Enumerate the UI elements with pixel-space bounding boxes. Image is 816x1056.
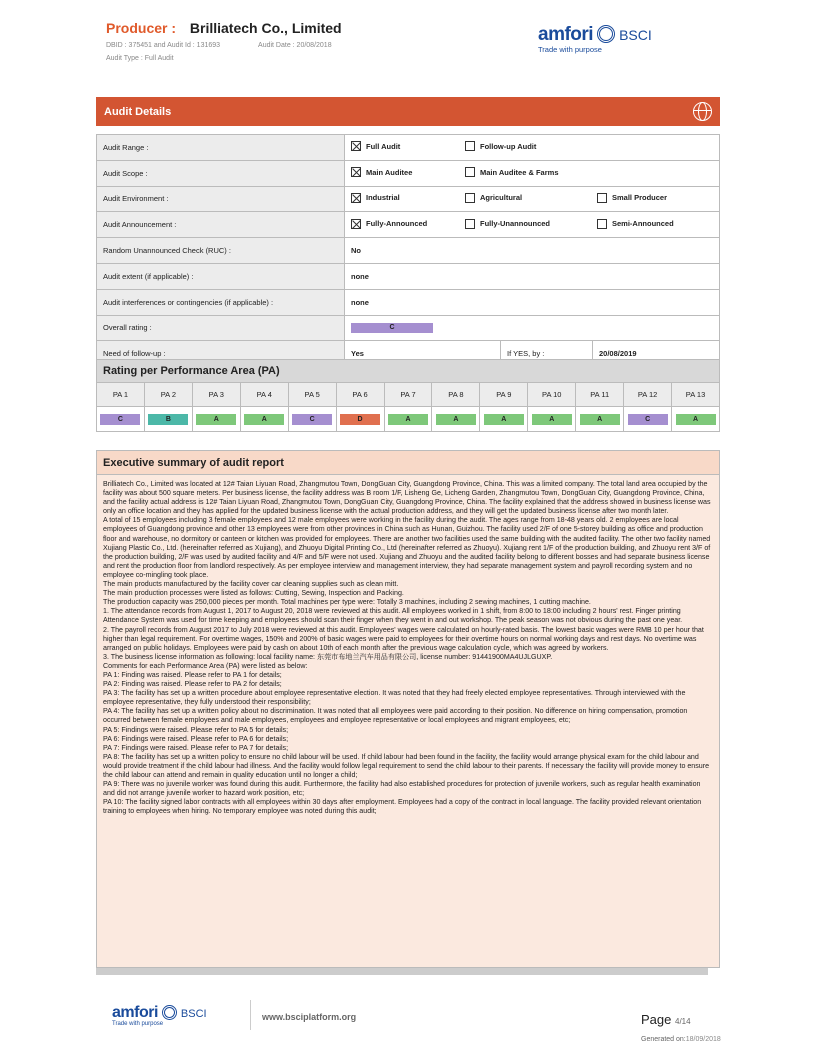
pa-name: PA 4: [241, 383, 289, 407]
pa-name-row: [97, 383, 719, 407]
pa-rating-badge: A: [580, 414, 620, 425]
pa-rating-badge: C: [292, 414, 332, 425]
unchecked-box-icon: [597, 219, 607, 229]
option-label: Main Auditee & Farms: [480, 167, 559, 177]
checkbox-option: [351, 193, 451, 203]
option-label: Follow-up Audit: [480, 141, 537, 151]
detail-options: [345, 212, 720, 238]
pa-name: PA 11: [576, 383, 624, 407]
pa-rating-badge: D: [340, 414, 380, 425]
detail-label: Audit Environment :: [97, 186, 345, 212]
summary-paragraph: PA 3: The facility has set up a written procedure about employee representative election. It was noted that they had freely elected employee representatives. Through interviewed with the employee representative, they fully understood their responsibility;: [103, 689, 686, 707]
ruc-label: Random Unannounced Check (RUC) :: [97, 238, 345, 264]
executive-summary: [96, 450, 720, 968]
audit-interference-label: Audit interferences or contingencies (if applicable) :: [97, 289, 345, 315]
audit-date: Audit Date : 20/08/2018: [258, 42, 332, 49]
audit-details-banner: [96, 97, 720, 126]
page-label: Page: [641, 1012, 672, 1027]
dbid: DBID : 375451 and Audit Id : 131693: [106, 42, 221, 49]
ruc-row: [97, 238, 720, 264]
option-label: Full Audit: [366, 141, 401, 151]
logo-ring-icon: [597, 25, 615, 43]
pa-rating-cell: [624, 407, 672, 431]
option-label: Fully-Announced: [366, 219, 428, 229]
summary-paragraph: PA 1: Finding was raised. Please refer to PA 1 for details;: [103, 670, 282, 679]
pa-rating-badge: A: [196, 414, 236, 425]
followup-value: Yes: [345, 341, 501, 367]
unchecked-box-icon: [465, 219, 475, 229]
page-number: [641, 1012, 691, 1027]
detail-options: [345, 135, 720, 161]
summary-paragraph: 1. The attendance records from August 1, 2017 to August 20, 2018 were reviewed at this audit. All employees worked in 1 shift, from 8:00 to 18:00 including 2 hours' rest. Finger printing Attendance System was used for time keeping and employees should scan their finger when they went in and out workshop. The peak season was not obvious during the past one year.: [103, 607, 683, 625]
ifyes-label: If YES, by :: [501, 341, 593, 367]
pa-name: PA 2: [145, 383, 193, 407]
generated-on: [641, 1036, 721, 1043]
producer-name: Brilliatech Co., Limited: [189, 20, 342, 36]
pa-rating-badge: B: [148, 414, 188, 425]
checkbox-option: [465, 141, 583, 151]
summary-paragraph: The main products manufactured by the facility cover car cleaning supplies such as clean mitt.: [103, 580, 399, 589]
footer-logo-word: amfori: [112, 1004, 158, 1021]
pa-rating-cell: [672, 407, 719, 431]
detail-row: [97, 160, 720, 186]
detail-options: [345, 186, 720, 212]
option-label: Small Producer: [612, 193, 668, 203]
pa-name: PA 5: [289, 383, 337, 407]
audit-type: Audit Type : Full Audit: [106, 55, 174, 62]
footer-logo-tagline: Trade with purpose: [112, 1021, 164, 1027]
pa-name: PA 13: [672, 383, 719, 407]
detail-options: [345, 160, 720, 186]
overall-rating-row: [97, 315, 720, 341]
pa-name: PA 10: [528, 383, 576, 407]
amfori-bsci-logo: [538, 24, 688, 60]
pa-rating-badge: A: [532, 414, 572, 425]
option-label: Industrial: [366, 193, 400, 203]
summary-paragraph: The main production processes were listed as follows: Cutting, Sewing, Inspection and Packing.: [103, 589, 404, 598]
summary-paragraph: PA 5: Findings were raised. Please refer to PA 5 for details;: [103, 725, 289, 734]
pa-rating-cell: [576, 407, 624, 431]
unchecked-box-icon: [465, 193, 475, 203]
pa-rating-cell: [241, 407, 289, 431]
checkbox-option: [597, 193, 667, 203]
pa-rating-badge: A: [436, 414, 476, 425]
detail-row: [97, 212, 720, 238]
generated-label: Generated on:: [641, 1036, 686, 1043]
checkbox-option: [597, 219, 674, 229]
pa-rating-cell: [193, 407, 241, 431]
pa-rating-badge: C: [628, 414, 668, 425]
logo-bsci: BSCI: [619, 27, 652, 43]
audit-details-title: Audit Details: [104, 105, 172, 118]
summary-paragraph: Brilliatech Co., Limited was located at 12# Taian Liyuan Road, Zhangmutou Town, DongGuan City, Guangdong Province, China. This was a limited company. The total land area occupied by the facility was about 500 square meters. Per business license, the facility address was B room 1/F, Lisheng Ge, Licheng Garden, Zhangmutou Town, DongGuan City, Guangdong Province, China, and the facility actual address is 12# Taian Liyuan Road, Zhangmutou Town, DongGuan City, Guangdong Province, China. The facility explained that the address showed in business license was only an office location and they has applied for the updated business license with the actual production address, and they will get the updated business license after two month later.: [103, 480, 711, 516]
checked-box-icon: [351, 167, 361, 177]
ifyes-value: 20/08/2019: [593, 341, 720, 367]
producer-label: Producer :: [106, 20, 177, 36]
summary-paragraph: 2. The payroll records from August 2017 to July 2018 were reviewed at this audit. Employees' wages were calculated on hourly-rated basis. The lowest basic wages were RMB 10 per hour that higher than legal requirement. For overtime wages, 150% and 200% of basic wages were paid to employees for their overtime hours on normal working days and rest days. No overtime was arranged on public holidays. Employees were paid by cash on about 10th of each month after the previous wage calculation cycle, which was agreed by workers.: [103, 625, 704, 652]
pa-rating-badge: C: [100, 414, 140, 425]
option-label: Agricultural: [480, 193, 523, 203]
pa-rating-cell: [528, 407, 576, 431]
audit-extent-value: none: [345, 263, 720, 289]
option-label: Fully-Unannounced: [480, 219, 550, 229]
pa-name: PA 9: [480, 383, 528, 407]
summary-paragraph: PA 2: Finding was raised. Please refer to PA 2 for details;: [103, 680, 282, 689]
ruc-value: No: [345, 238, 720, 264]
pa-rating-badge: A: [388, 414, 428, 425]
checked-box-icon: [351, 193, 361, 203]
summary-paragraph: PA 9: There was no juvenile worker was found during this audit. Furthermore, the facility had also established procedures for protection of juvenile workers, such as regular health examination and did not arrange juvenile worker to hazard work position, etc;: [103, 780, 701, 798]
checkbox-option: [465, 219, 583, 229]
checkbox-option: [465, 193, 583, 203]
summary-paragraph: The production capacity was 250,000 pieces per month. Total machines per type were: Totally 3 machines, including 2 sewing machines, 1 cutting machine.: [103, 598, 591, 607]
executive-body: [97, 475, 719, 816]
summary-paragraph: PA 7: Findings were raised. Please refer to PA 7 for details;: [103, 743, 289, 752]
footer-logo-ring-icon: [162, 1005, 177, 1020]
checkbox-option: [351, 219, 451, 229]
pa-name: PA 6: [337, 383, 385, 407]
footer-logo-bsci: BSCI: [180, 1008, 207, 1020]
checkbox-option: [351, 167, 451, 177]
pa-rating-table: [96, 359, 720, 432]
executive-title: Executive summary of audit report: [97, 451, 719, 475]
summary-paragraph: PA 10: The facility signed labor contracts with all employees within 30 days after employment. Employees had a copy of the contract in local language. The facility provided relevant orientation training to employees when hiring. No temporary employee was noted during this audit;: [103, 798, 702, 816]
horizontal-scrollbar[interactable]: [96, 968, 708, 975]
unchecked-box-icon: [597, 193, 607, 203]
globe-icon: [693, 102, 712, 121]
pa-rating-badge: A: [484, 414, 524, 425]
unchecked-box-icon: [465, 141, 475, 151]
summary-paragraph: Comments for each Performance Area (PA) were listed as below:: [103, 661, 308, 670]
summary-paragraph: PA 6: Findings were raised. Please refer to PA 6 for details;: [103, 734, 289, 743]
audit-interference-row: [97, 289, 720, 315]
detail-label: Audit Range :: [97, 135, 345, 161]
detail-label: Audit Scope :: [97, 160, 345, 186]
detail-row: [97, 135, 720, 161]
pa-rating-cell: [145, 407, 193, 431]
pa-rating-cell: [289, 407, 337, 431]
summary-paragraph: 3. The business license information as following: local facility name: 东莞市布地兰汽车用品有限公司, license number: 91441900MA4UJLGUXP.: [103, 652, 553, 661]
pa-rating-badge: A: [676, 414, 716, 425]
checked-box-icon: [351, 141, 361, 151]
checkbox-option: [465, 167, 583, 177]
pa-rating-badge: A: [244, 414, 284, 425]
summary-paragraph: PA 8: The facility has set up a written policy to ensure no child labour will be used. If child labour had been found in the facility, the facility would arrange physical exam for the child labour and would provide treatment if the child labour had illness. And the facility would follow legal requirement to send the child labour to their parents. If necessary the facility will provide money to ensure the child labour can attend and remain in quality education until no longer a child;: [103, 752, 710, 779]
footer-divider: [250, 1000, 251, 1030]
followup-label: Need of follow-up :: [97, 341, 345, 367]
audit-extent-row: [97, 263, 720, 289]
pa-rating-cell: [432, 407, 480, 431]
pa-name: PA 3: [193, 383, 241, 407]
detail-label: Audit Announcement :: [97, 212, 345, 238]
summary-paragraph: PA 4: The facility has set up a written policy about no discrimination. It was noted that all employees were paid according to their position. No difference on hiring compensation, promotion occurred between female employees and male employees, employees and employee representative or local employees and migrant employees, etc;: [103, 707, 688, 725]
detail-row: [97, 186, 720, 212]
generated-date: 18/09/2018: [685, 1036, 721, 1043]
pa-name: PA 1: [97, 383, 145, 407]
audit-extent-label: Audit extent (if applicable) :: [97, 263, 345, 289]
audit-details-table: [96, 134, 720, 367]
pa-name: PA 7: [385, 383, 433, 407]
audit-interference-value: none: [345, 289, 720, 315]
checked-box-icon: [351, 219, 361, 229]
overall-rating-label: Overall rating :: [97, 315, 345, 341]
footer-logo: [112, 1004, 242, 1030]
pa-title: Rating per Performance Area (PA): [97, 360, 719, 383]
pa-rating-cell: [97, 407, 145, 431]
pa-rating-cell: [337, 407, 385, 431]
summary-paragraph: A total of 15 employees including 3 female employees and 12 male employees were working in the facility during the audit. The ages range from 18-48 years old. 2 employees are local employees of Guangdong province and other 13 employees were from other provinces in China such as Hunan, Guizhou. The facility used 2/F of one 5-storey building as office and production floor and warehouse, no dormitory or canteen or kitchen was provided for employees. There are another two facilities used the same building with the audited facility. The other two facility named Xujiang Plastic Co., Ltd. (hereinafter referred as Xujiang), and Zhuoyu Digital Printing Co., Ltd (hereinafter referred as Zhuoyu). Xujiang rent 1/F of the production building, and Zhuoyu rent 3/F of the production building, 2/F was used by audited facility and 4/F and 5/F were not used. Xujiang and Zhuoyu and the audited facility belong to different bosses and had separate business license and rent the production floor from landlord respectively. As per employee interview and management interview, they had separate management system and payroll recording system and no employee co-mingling took place.: [103, 516, 711, 579]
overall-rating-cell: [345, 315, 720, 341]
logo-tagline: Trade with purpose: [538, 45, 602, 54]
pa-rating-row: [97, 407, 719, 431]
page-count: 4/14: [675, 1017, 691, 1026]
pa-rating-cell: [385, 407, 433, 431]
checkbox-option: [351, 141, 451, 151]
overall-rating-badge: C: [351, 323, 433, 333]
pa-rating-cell: [480, 407, 528, 431]
platform-url[interactable]: www.bsciplatform.org: [262, 1012, 357, 1022]
pa-name: PA 8: [432, 383, 480, 407]
option-label: Main Auditee: [366, 167, 413, 177]
logo-word: amfori: [538, 24, 594, 45]
pa-name: PA 12: [624, 383, 672, 407]
unchecked-box-icon: [465, 167, 475, 177]
option-label: Semi-Announced: [612, 219, 674, 229]
